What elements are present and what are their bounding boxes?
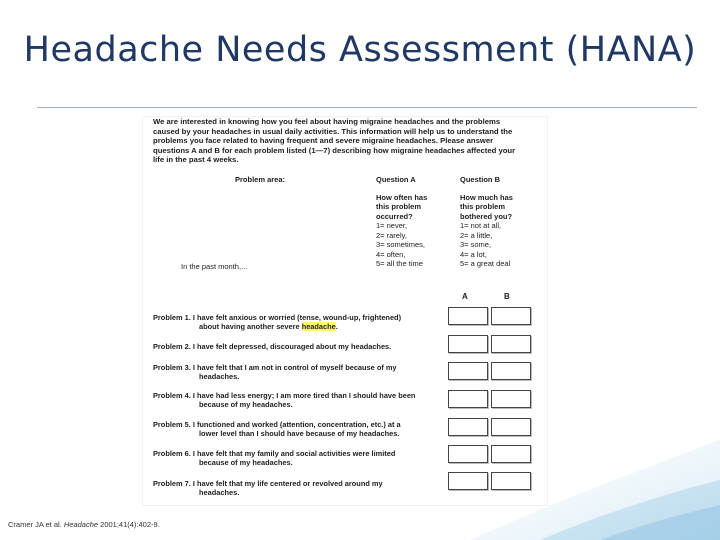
citation (8, 520, 160, 529)
answer-box-problem-3-b[interactable] (491, 362, 531, 380)
question-b-line: bothered you? (460, 211, 513, 221)
question-b-line: 2= a little, (460, 230, 493, 240)
instruction-line: questions A and B for each problem listed (1—7) describing how migraine headaches affected your (153, 145, 516, 155)
problem-text: Problem 5. I functioned and worked (attention, concentration, etc.) at a (153, 420, 401, 429)
answer-box-problem-1-b[interactable] (491, 307, 531, 325)
answer-box-problem-2-a[interactable] (448, 335, 488, 353)
question-b-line: this problem (460, 202, 506, 211)
problem-item (153, 391, 443, 410)
problem-text: Problem 1. I have felt anxious or worried (tense, wound-up, frightened) (153, 313, 402, 322)
answer-box-problem-6-a[interactable] (448, 445, 488, 463)
answer-box-problem-7-b[interactable] (491, 472, 531, 490)
hana-questionnaire-form (143, 117, 547, 505)
question-b-header (460, 175, 513, 269)
question-a-line: 1= never, (376, 221, 408, 230)
column-a-header: A (462, 292, 468, 301)
question-a-line: occurred? (376, 211, 413, 221)
problem-item (153, 420, 443, 439)
problem-item (153, 342, 443, 351)
past-month-label: In the past month,... (181, 262, 248, 271)
problem-text-continued: lower level than I should have because of my headaches. (199, 429, 400, 439)
instruction-line: caused by your headaches in usual daily activities. This information will help us to understand the (153, 126, 513, 136)
title-divider (37, 107, 697, 108)
problem-item (153, 449, 443, 468)
question-a-line: 5= all the time (376, 259, 423, 268)
citation-authors: Cramer JA et al. (8, 520, 64, 529)
answer-box-problem-4-b[interactable] (491, 390, 531, 408)
answer-box-problem-2-b[interactable] (491, 335, 531, 353)
answer-box-problem-5-a[interactable] (448, 418, 488, 436)
problem-item (153, 363, 443, 382)
question-b-line: How much has (460, 192, 513, 202)
question-a-line: 2= rarely, (376, 230, 407, 240)
instruction-line: life in the past 4 weeks. (153, 155, 239, 165)
problem-text: Problem 3. I have felt that I am not in control of myself because of my (153, 363, 397, 372)
instruction-line: We are interested in knowing how you feel about having migraine headaches and the problems (153, 117, 501, 126)
slide-title: Headache Needs Assessment (HANA) (23, 30, 697, 70)
answer-box-problem-1-a[interactable] (448, 307, 488, 325)
problem-text: Problem 2. I have felt depressed, discouraged about my headaches. (153, 342, 392, 351)
citation-reference: 2001;41(4):402-9. (98, 520, 160, 529)
problem-text-part: . (335, 322, 338, 332)
problem-text-continued (153, 322, 443, 331)
problem-area-label: Problem area: (235, 175, 286, 184)
question-b-line: 4= a lot, (460, 249, 487, 259)
answer-box-problem-5-b[interactable] (491, 418, 531, 436)
question-a-line: 3= sometimes, (376, 240, 425, 249)
citation-journal: Headache (63, 520, 99, 529)
problem-text: Problem 4. I have had less energy; I am more tired than I should have been (153, 391, 416, 400)
question-a-title: Question A (376, 175, 416, 184)
question-a-line: this problem (376, 202, 422, 211)
answer-box-problem-3-a[interactable] (448, 362, 488, 380)
problem-text-continued: because of my headaches. (199, 458, 293, 468)
problem-text-continued: headaches. (199, 372, 240, 382)
question-b-line: 3= some, (460, 240, 492, 249)
column-b-header: B (504, 292, 510, 301)
question-b-line: 1= not at all, (460, 221, 502, 230)
answer-box-problem-4-a[interactable] (448, 390, 488, 408)
question-a-line: How often has (376, 192, 428, 202)
problem-text-continued: because of my headaches. (199, 400, 293, 410)
highlighted-word: headache (301, 322, 336, 332)
problem-text: Problem 7. I have felt that my life centered or revolved around my (153, 479, 383, 488)
question-b-title: Question B (460, 175, 501, 184)
problem-item (153, 479, 443, 498)
answer-box-problem-6-b[interactable] (491, 445, 531, 463)
problem-item (153, 313, 443, 332)
instruction-line: problems you face related to having frequent and severe migraine headaches. Please answer (153, 136, 494, 146)
form-instructions (153, 117, 533, 165)
question-b-line: 5= a great deal (460, 259, 511, 268)
problem-text-part: about having another severe (199, 322, 302, 332)
question-a-header (376, 175, 427, 269)
problem-text: Problem 6. I have felt that my family and social activities were limited (153, 449, 396, 458)
answer-box-problem-7-a[interactable] (448, 472, 488, 490)
question-a-line: 4= often, (376, 249, 406, 259)
problem-text-continued: headaches. (199, 488, 240, 498)
